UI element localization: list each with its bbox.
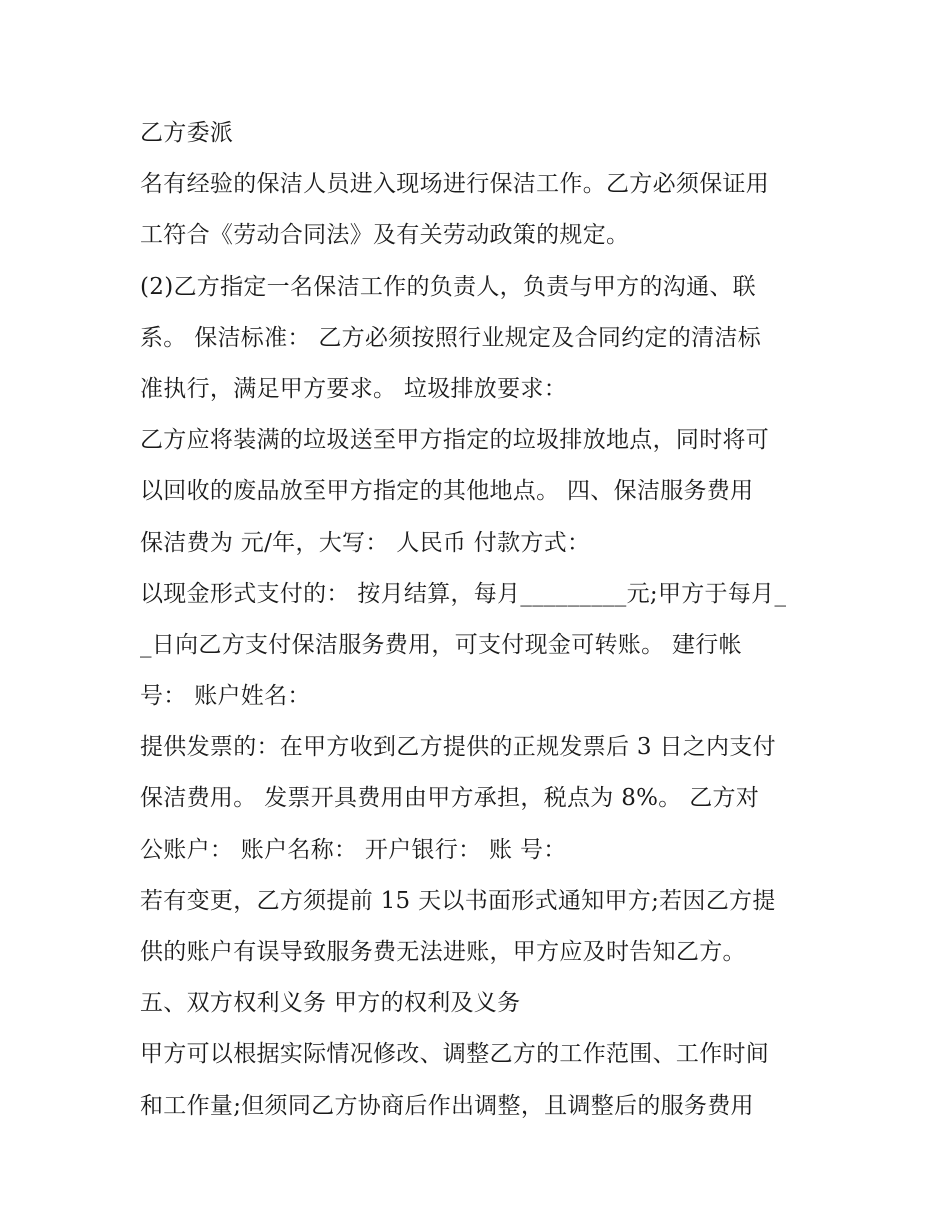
text-line: 以回收的废品放至甲方指定的其他地点。 四、保洁服务费用 (140, 478, 754, 505)
text-line: 号： 账户姓名： (140, 683, 311, 710)
text-line: 工符合《劳动合同法》及有关劳动政策的规定。 (140, 222, 630, 249)
text-line: 甲方可以根据实际情况修改、调整乙方的工作范围、工作时间 (140, 1041, 770, 1068)
text-line: (2)乙方指定一名保洁工作的负责人，负责与甲方的沟通、联 (140, 273, 756, 300)
text-line: 保洁费用。 发票开具费用由甲方承担，税点为 8%。 乙方对 (140, 785, 760, 812)
text-line: 乙方应将装满的垃圾送至甲方指定的垃圾排放地点，同时将可 (140, 427, 770, 454)
document-body (140, 108, 830, 1132)
text-line: 供的账户有误导致服务费无法进账，甲方应及时告知乙方。 (140, 939, 746, 965)
text-line: 提供发票的：在甲方收到乙方提供的正规发票后 3 日之内支付 (140, 734, 776, 761)
text-line: 系。 保洁标准： 乙方必须按照行业规定及合同约定的清洁标 (140, 324, 762, 351)
text-line: 以现金形式支付的： 按月结算，每月_________元;甲方于每月_ (140, 580, 787, 607)
text-line: 准执行，满足甲方要求。 垃圾排放要求： (140, 375, 568, 402)
text-line: 五、双方权利义务 甲方的权利及义务 (140, 990, 521, 1017)
text-line: 名有经验的保洁人员进入现场进行保洁工作。乙方必须保证用 (140, 171, 770, 198)
text-line: 乙方委派 (140, 120, 234, 146)
text-line: _日向乙方支付保洁服务费用，可支付现金可转账。 建行帐 (140, 631, 742, 658)
text-line: 若有变更，乙方须提前 15 天以书面形式通知甲方;若因乙方提 (140, 887, 776, 914)
text-line: 保洁费为 元/年，大写： 人民币 付款方式： (140, 529, 591, 556)
text-line: 公账户： 账户名称： 开户银行： 账 号： (140, 836, 567, 863)
text-line: 和工作量;但须同乙方协商后作出调整，且调整后的服务费用 (140, 1092, 754, 1119)
